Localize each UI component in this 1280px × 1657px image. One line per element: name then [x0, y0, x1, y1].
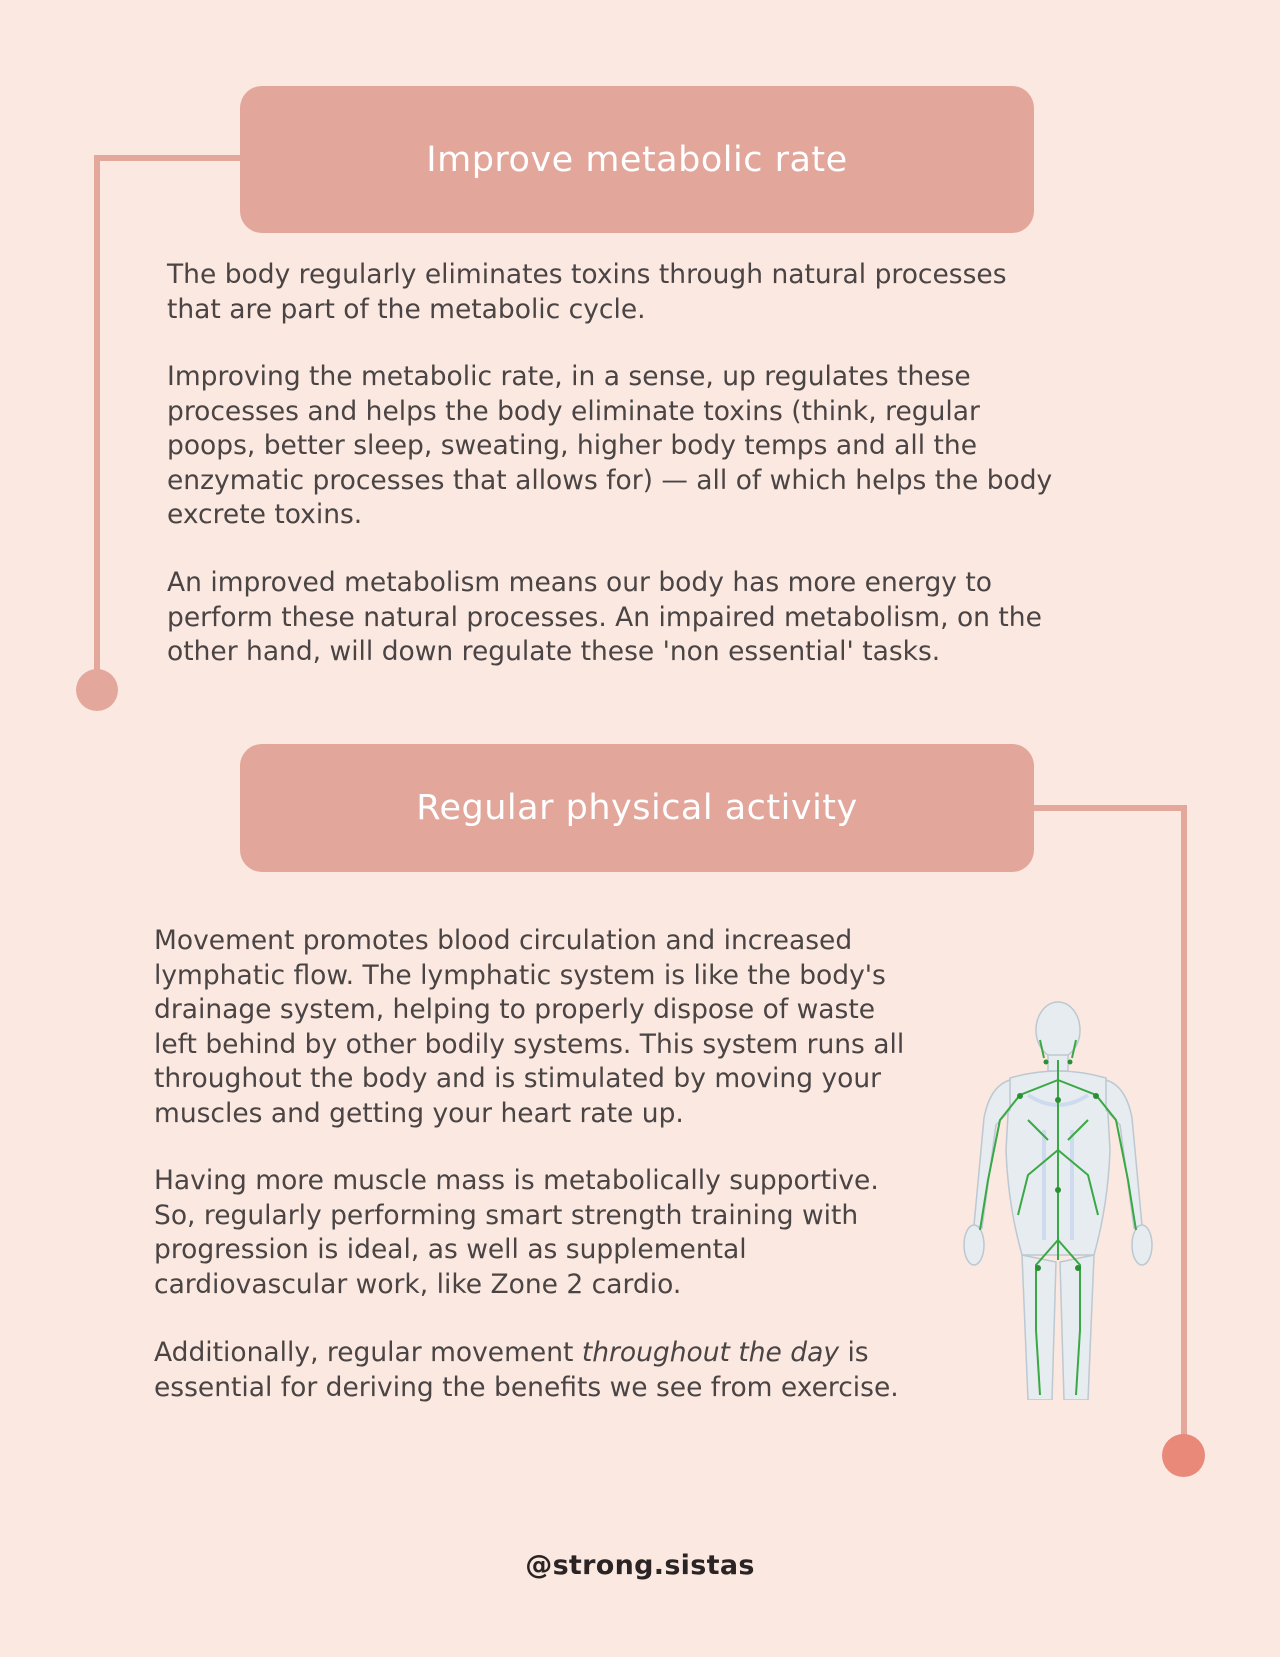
paragraph-metabolic-2: Improving the metabolic rate, in a sense, up regulates these processes and helps the body eliminate toxins (think, regular poops, better sleep, sweating, higher body temps and all the enzymatic processes that allows for) — all of which helps the body excrete toxins.: [167, 361, 1053, 530]
lymphatic-system-figure-icon: [948, 1000, 1168, 1400]
connector-dot-top: [76, 669, 118, 711]
connector-line-bottom-vertical: [1181, 805, 1187, 1455]
footer-handle: @strong.sistas: [525, 1550, 755, 1581]
section-header-activity: [240, 744, 1034, 872]
paragraph-activity-2: Having more muscle mass is metabolically supportive. So, regularly performing smart strength training with progression is ideal, as well as supplemental cardiovascular work, like Zone 2 cardio.: [154, 1165, 879, 1300]
section-header-metabolic: [240, 86, 1034, 233]
connector-line-top-vertical: [94, 155, 100, 690]
paragraph-metabolic-3: An improved metabolism means our body has more energy to perform these natural processes. An impaired metabolism, on the other hand, will down regulate these 'non essential' tasks.: [167, 567, 1042, 667]
connector-line-bottom-horizontal: [1030, 805, 1187, 811]
paragraph-activity-3-end: is essential for deriving the benefits we see from exercise.: [154, 1337, 899, 1403]
paragraph-activity-1: Movement promotes blood circulation and increased lymphatic flow. The lymphatic system is like the body's drainage system, helping to properly dispose of waste left behind by other bodily systems. This system runs all throughout the body and is stimulated by moving your muscles and getting your heart rate up.: [154, 925, 905, 1129]
paragraph-metabolic-1: The body regularly eliminates toxins through natural processes that are part of the metabolic cycle.: [167, 259, 1007, 325]
paragraph-activity-3-emphasis: throughout the day: [581, 1337, 840, 1368]
paragraph-activity-3: [154, 1336, 899, 1405]
paragraph-activity-3-start: Additionally, regular movement: [154, 1337, 582, 1368]
connector-dot-bottom: [1162, 1434, 1205, 1477]
section-title-activity: Regular physical activity: [416, 788, 858, 828]
connector-line-top-horizontal: [94, 155, 242, 161]
section-title-metabolic: Improve metabolic rate: [426, 139, 848, 180]
